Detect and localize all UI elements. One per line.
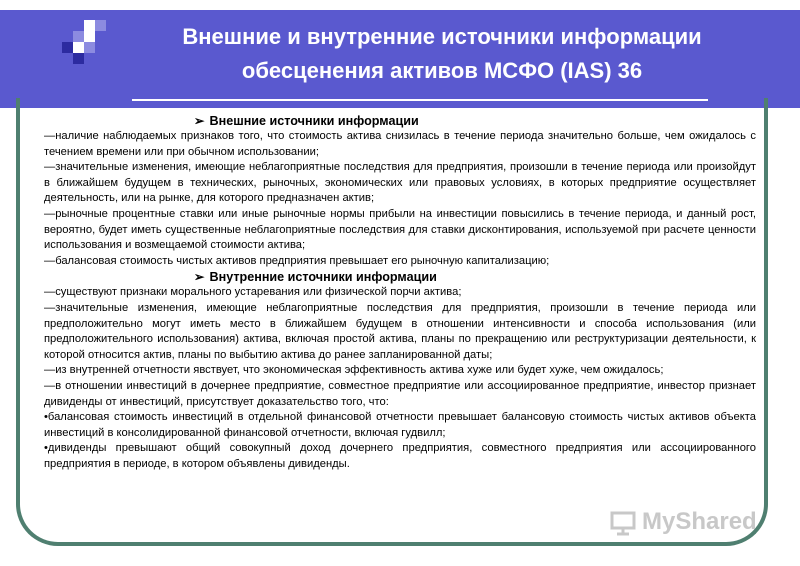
internal-heading — [194, 269, 756, 285]
list-item: —балансовая стоимость чистых активов предприятия превышает его рыночную капитализацию; — [44, 254, 550, 267]
logo-squares-icon — [62, 20, 116, 68]
page-title — [112, 20, 772, 88]
list-item: —рыночные процентные ставки или иные рыночные нормы прибыли на инвестиции повысились в течение периода, и данный рост, вероятно, будет иметь существенные неблагоприятные последствия для ставки дисконтирования, используемой при расчете ценности использования и возмещаемой стоимости актива; — [44, 207, 756, 252]
title-line-1: Внешние и внутренние источники информации — [182, 24, 702, 49]
list-item: —наличие наблюдаемых признаков того, что стоимость актива снизилась в течение периода значительно больше, чем ожидалось с течением времени или при обычном использовании; — [44, 130, 756, 158]
list-item: •дивиденды превышают общий совокупный доход дочернего предприятия, совместного предприятия или ассоциированного предприятия в периоде, в котором объявлены дивиденды. — [44, 442, 756, 470]
slide-body — [44, 113, 756, 472]
watermark-text: MyShared — [642, 508, 757, 535]
list-item: —значительные изменения, имеющие неблагоприятные последствия для предприятия, произошли в течение периода или предположительно могут иметь место в ближайшем будущем в отношении интенсивности и способа использования (или предположительного использования) актива, включая простой актива, планы по прекращению или реструктуризации деятельности, к которой относится актив, планы по выбытию актива до ранее запланированной даты; — [44, 301, 756, 361]
list-item: —значительные изменения, имеющие неблагоприятные последствия для предприятия, произошли в течение периода или произойдут в ближайшем будущем в технических, рыночных, экономических или правовых условиях, в которых предприятие осуществляет деятельность, или на рынке, для которого предназначен актив; — [44, 161, 756, 205]
list-item: —в отношении инвестиций в дочернее предприятие, совместное предприятие или ассоциированное предприятие, инвестор признает дивиденды от инвестиций, присутствует доказательство того, что: — [44, 379, 756, 408]
list-item: •балансовая стоимость инвестиций в отдельной финансовой отчетности превышает балансовую стоимость чистых активов объекта инвестиций в консолидированной финансовой отчетности, включая гудвилл; — [44, 411, 756, 439]
list-item: —существуют признаки морального устаревания или физической порчи актива; — [44, 286, 462, 299]
list-item: —из внутренней отчетности явствует, что экономическая эффективность актива хуже или будет хуже, чем ожидалось; — [44, 364, 664, 377]
title-line-2: обесценения активов МСФО (IAS) 36 — [241, 58, 643, 83]
watermark — [610, 506, 760, 546]
arrow-bullet-icon: ➢ — [194, 114, 205, 128]
arrow-bullet-icon: ➢ — [194, 270, 205, 285]
presentation-icon — [610, 510, 636, 536]
external-heading-text: Внешние источники информации — [209, 114, 419, 128]
external-heading — [194, 113, 756, 129]
internal-heading-text: Внутренние источники информации — [209, 270, 437, 285]
